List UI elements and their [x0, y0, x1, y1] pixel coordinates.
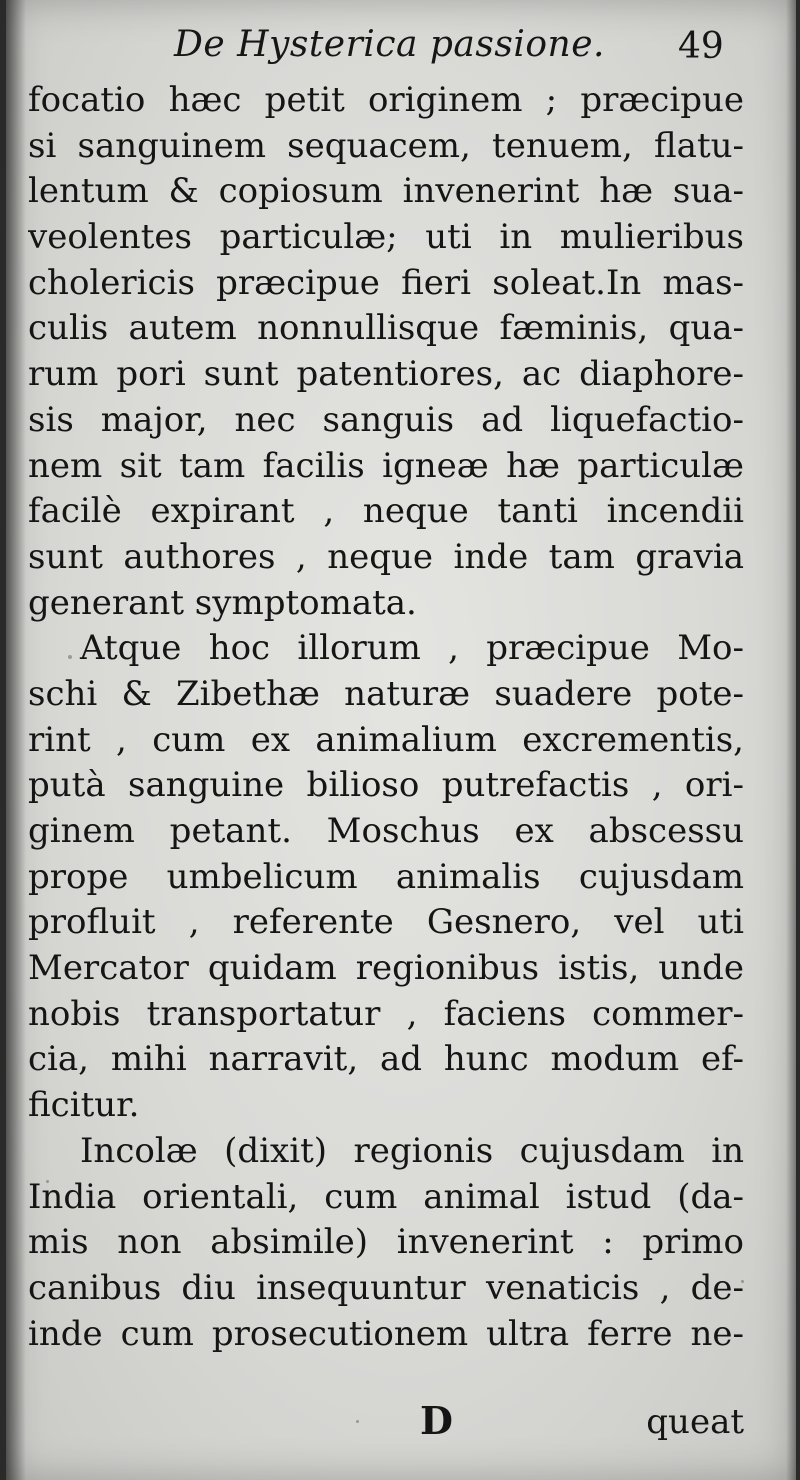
text-line: cia, mihi narravit, ad hunc modum ef- [28, 1039, 744, 1080]
catchword: queat [646, 1402, 744, 1442]
book-page [6, 0, 796, 1480]
paragraph-start-line: Atque hoc illorum , præcipue Mo- [80, 628, 744, 669]
text-line: sunt authores , neque inde tam gravia [28, 536, 744, 577]
text-line: culis autem nonnullisque fæminis, qua- [28, 308, 744, 349]
text-line: sis major, nec sanguis ad liquefactio- [28, 399, 744, 440]
text-line: mis non absimile) invenerint : primo [28, 1222, 744, 1263]
gutter-shadow [6, 0, 26, 1480]
text-line: si sanguinem sequacem, tenuem, flatu- [28, 125, 744, 166]
text-line: nobis transportatur , faciens commer- [28, 993, 744, 1034]
text-line: cholericis præcipue fieri soleat.In mas- [28, 262, 744, 303]
text-line: veolentes particulæ; uti in mulieribus [28, 217, 744, 258]
text-line: focatio hæc petit originem ; præcipue [28, 80, 744, 120]
text-line: rint , cum ex animalium excrementis, [28, 719, 744, 760]
body-text [28, 78, 744, 1357]
text-line: ginem petant. Moschus ex abscessu [28, 811, 744, 851]
text-line: putà sanguine bilioso putrefactis , ori- [28, 765, 744, 806]
paragraph-start-line: Incolæ (dixit) regionis cujusdam in [80, 1130, 744, 1171]
running-title: De Hysterica passione. [174, 24, 605, 65]
text-line: schi & Zibethæ naturæ suadere pote- [28, 673, 744, 714]
signature-mark: D [420, 1398, 453, 1443]
paper-speck [741, 1280, 744, 1283]
page-header [6, 18, 796, 78]
text-line: prope umbelicum animalis cujusdam [28, 856, 744, 897]
text-line: lentum & copiosum invenerint hæ sua- [28, 171, 744, 212]
page-edge-shadow [786, 0, 796, 1480]
text-line: rum pori sunt patentiores, ac diaphore- [28, 354, 744, 395]
paragraph-end-line: ficitur. [28, 1085, 140, 1126]
page-footer [28, 1398, 744, 1458]
text-line: inde cum prosecutionem ultra ferre ne- [28, 1313, 744, 1354]
text-line: canibus diu insequuntur venaticis , de- [28, 1267, 744, 1308]
page-number: 49 [678, 26, 724, 67]
text-line: nem sit tam facilis igneæ hæ particulæ [28, 445, 744, 486]
text-line: Mercator quidam regionibus istis, unde [28, 948, 744, 989]
paragraph-end-line: generant symptomata. [28, 582, 417, 623]
text-line: profluit , referente Gesnero, vel uti [28, 902, 744, 943]
paper-speck [46, 1180, 49, 1183]
paper-speck [68, 655, 72, 659]
text-line: facilè expirant , neque tanti incendii [28, 491, 744, 532]
paper-speck [356, 1420, 359, 1423]
text-line: India orientali, cum animal istud (da- [28, 1176, 744, 1217]
